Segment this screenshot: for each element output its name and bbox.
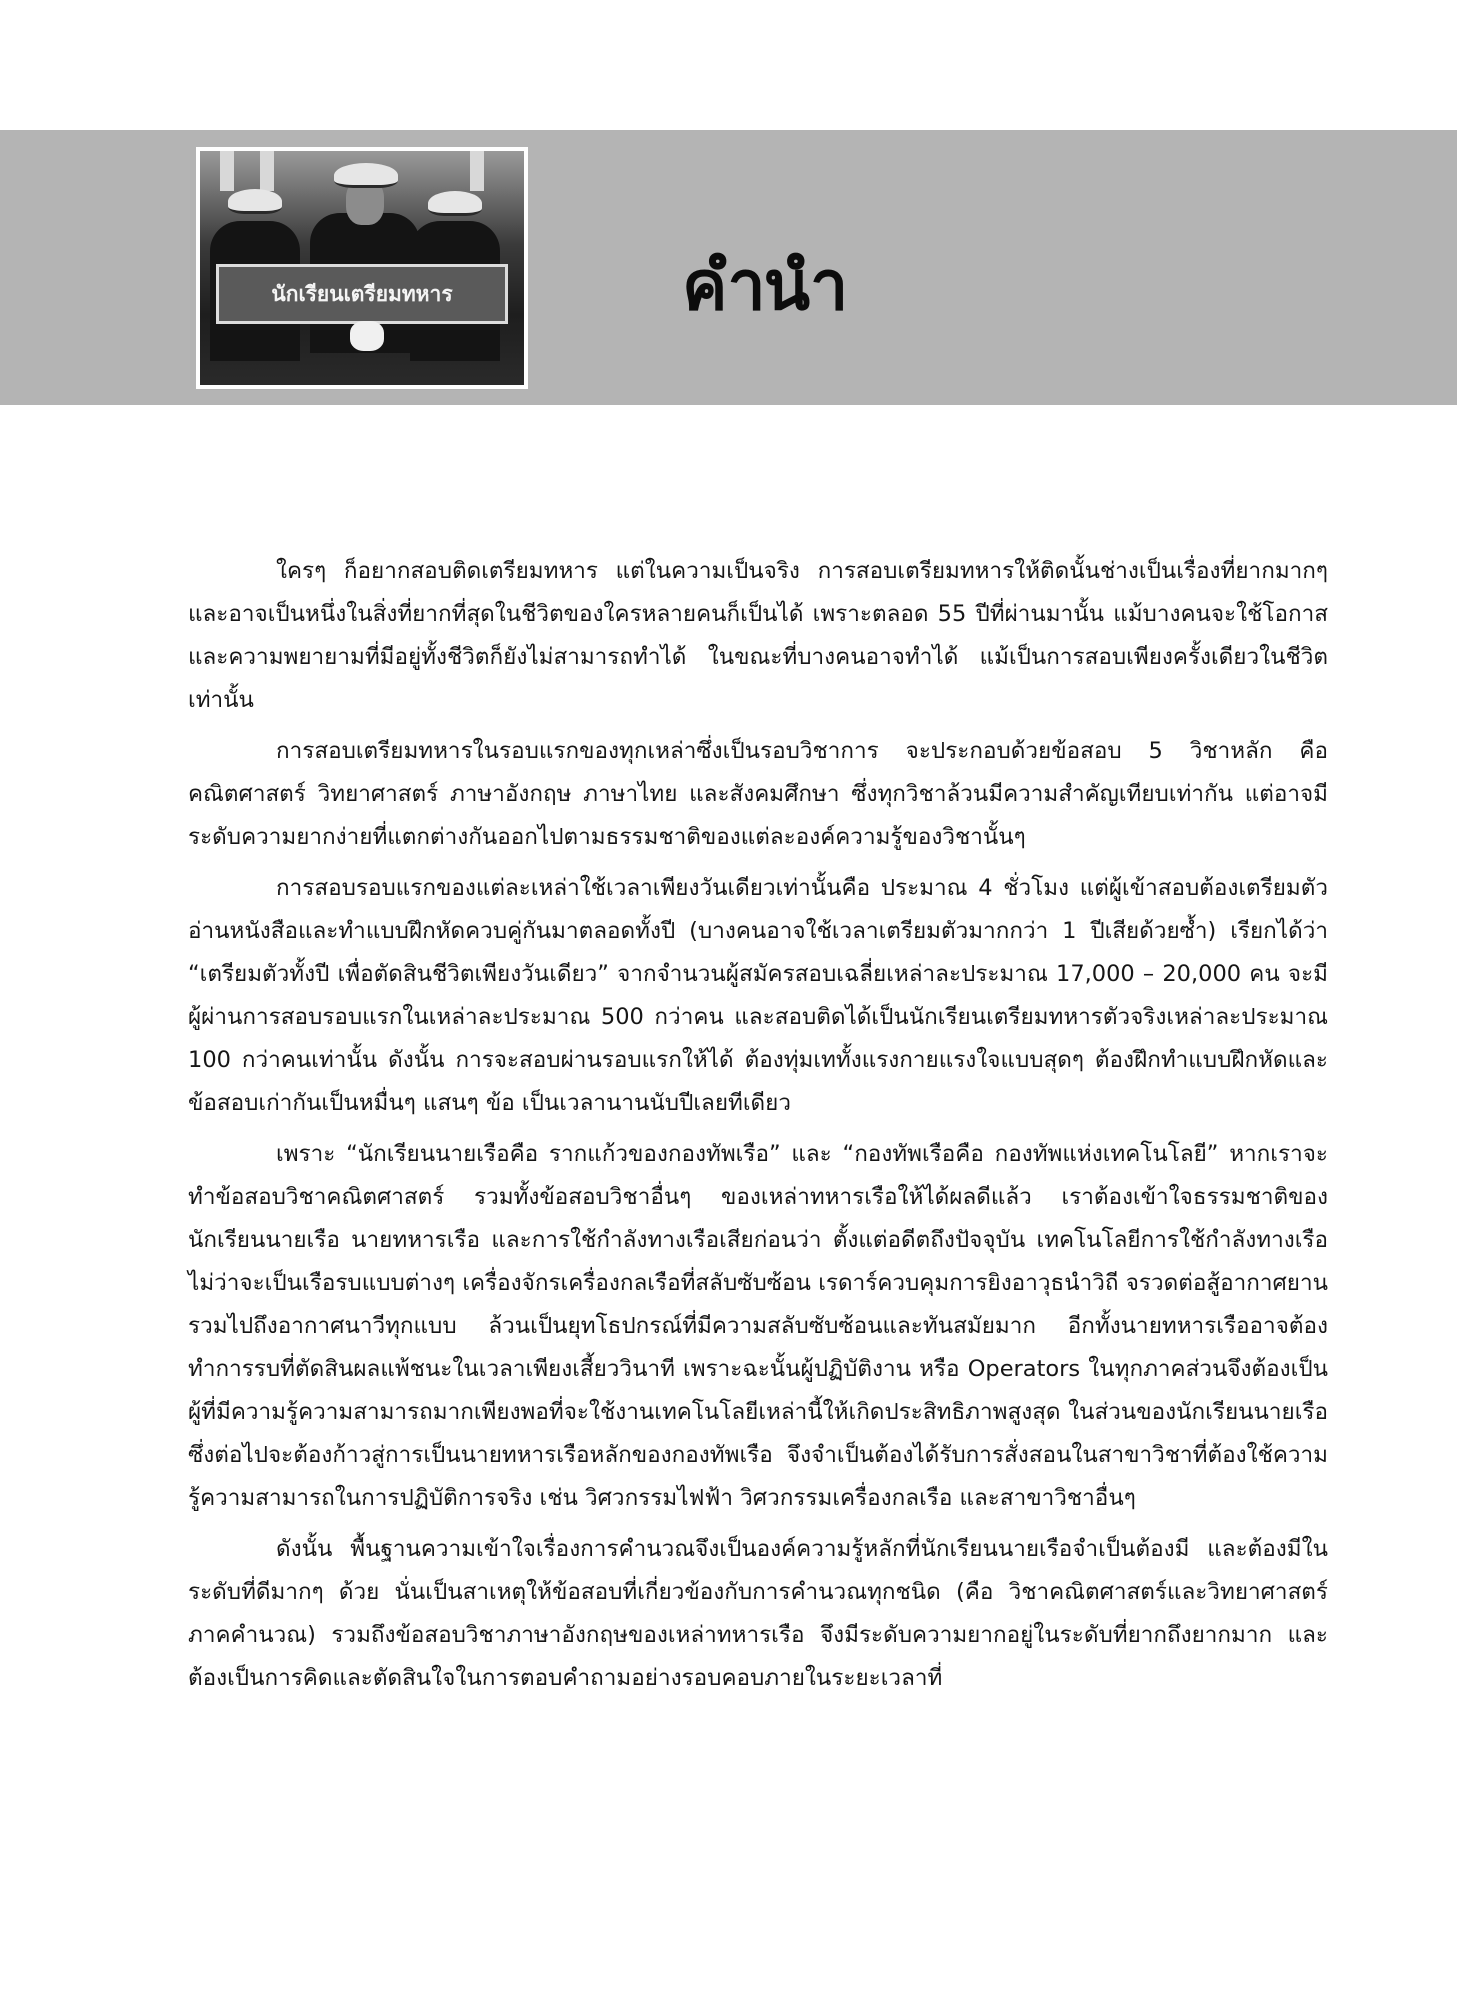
flag-shape bbox=[260, 151, 274, 191]
flag-shape bbox=[220, 151, 234, 191]
paragraph: ใครๆ ก็อยากสอบติดเตรียมทหาร แต่ในความเป็นจริง การสอบเตรียมทหารให้ติดนั้นช่างเป็นเรื่องที่ยากมากๆ และอาจเป็นหนึ่งในสิ่งที่ยากที่สุดในชีวิตของใครหลายคนก็เป็นได้ เพราะตลอด 55 ปีที่ผ่านมานั้น แม้บางคนจะใช้โอกาสและความพยายามที่มีอยู่ทั้งชีวิตก็ยังไม่สามารถทำได้ ในขณะที่บางคนอาจทำได้ แม้เป็นการสอบเพียงครั้งเดียวในชีวิตเท่านั้น bbox=[188, 558, 1328, 713]
cadet-sign-text: นักเรียนเตรียมทหาร bbox=[271, 281, 453, 306]
cadet-cap bbox=[428, 191, 482, 216]
page-title: คำนำ bbox=[682, 247, 847, 326]
cadet-cap bbox=[228, 189, 282, 214]
paragraph: เพราะ “นักเรียนนายเรือคือ รากแก้วของกองทัพเรือ” และ “กองทัพเรือคือ กองทัพแห่งเทคโนโลยี” หากเราจะทำข้อสอบวิชาคณิตศาสตร์ รวมทั้งข้อสอบวิชาอื่นๆ ของเหล่าทหารเรือให้ได้ผลดีแล้ว เราต้องเข้าใจธรรมชาติของนักเรียนนายเรือ นายทหารเรือ และการใช้กำลังทางเรือเสียก่อนว่า ตั้งแต่อดีตถึงปัจจุบัน เทคโนโลยีการใช้กำลังทางเรือไม่ว่าจะเป็นเรือรบแบบต่างๆ เครื่องจักรเครื่องกลเรือที่สลับซับซ้อน เรดาร์ควบคุมการยิงอาวุธนำวิถี จรวดต่อสู้อากาศยาน รวมไปถึงอากาศนาวีทุกแบบ ล้วนเป็นยุทโธปกรณ์ที่มีความสลับซับซ้อนและทันสมัยมาก อีกทั้งนายทหารเรืออาจต้องทำการรบที่ตัดสินผลแพ้ชนะในเวลาเพียงเสี้ยววินาที เพราะฉะนั้นผู้ปฏิบัติงาน หรือ Operators ในทุกภาคส่วนจึงต้องเป็นผู้ที่มีความรู้ความสามารถมากเพียงพอที่จะใช้งานเทคโนโลยีเหล่านี้ให้เกิดประสิทธิภาพสูงสุด ในส่วนของนักเรียนนายเรือซึ่งต่อไปจะต้องก้าวสู่การเป็นนายทหารเรือหลักของกองทัพเรือ จึงจำเป็นต้องได้รับการสั่งสอนในสาขาวิชาที่ต้องใช้ความรู้ความสามารถในการปฏิบัติการจริง เช่น วิศวกรรมไฟฟ้า วิศวกรรมเครื่องกลเรือ และสาขาวิชาอื่นๆ bbox=[188, 1141, 1328, 1511]
cadet-photo bbox=[196, 147, 528, 389]
flag-shape bbox=[470, 151, 484, 191]
cadet-glove bbox=[350, 321, 384, 351]
preface-body bbox=[188, 550, 1328, 1708]
cadet-sign bbox=[216, 264, 508, 324]
paragraph: การสอบเตรียมทหารในรอบแรกของทุกเหล่าซึ่งเป็นรอบวิชาการ จะประกอบด้วยข้อสอบ 5 วิชาหลัก คือ คณิตศาสตร์ วิทยาศาสตร์ ภาษาอังกฤษ ภาษาไทย และสังคมศึกษา ซึ่งทุกวิชาล้วนมีความสำคัญเทียบเท่ากัน แต่อาจมีระดับความยากง่ายที่แตกต่างกันออกไปตามธรรมชาติของแต่ละองค์ความรู้ของวิชานั้นๆ bbox=[188, 738, 1328, 850]
paragraph: การสอบรอบแรกของแต่ละเหล่าใช้เวลาเพียงวันเดียวเท่านั้นคือ ประมาณ 4 ชั่วโมง แต่ผู้เข้าสอบต้องเตรียมตัวอ่านหนังสือและทำแบบฝึกหัดควบคู่กันมาตลอดทั้งปี (บางคนอาจใช้เวลาเตรียมตัวมากกว่า 1 ปีเสียด้วยซ้ำ) เรียกได้ว่า “เตรียมตัวทั้งปี เพื่อตัดสินชีวิตเพียงวันเดียว” จากจำนวนผู้สมัครสอบเฉลี่ยเหล่าละประมาณ 17,000 – 20,000 คน จะมีผู้ผ่านการสอบรอบแรกในเหล่าละประมาณ 500 กว่าคน และสอบติดได้เป็นนักเรียนเตรียมทหารตัวจริงเหล่าละประมาณ 100 กว่าคนเท่านั้น ดังนั้น การจะสอบผ่านรอบแรกให้ได้ ต้องทุ่มเททั้งแรงกายแรงใจแบบสุดๆ ต้องฝึกทำแบบฝึกหัดและข้อสอบเก่ากันเป็นหมื่นๆ แสนๆ ข้อ เป็นเวลานานนับปีเลยทีเดียว bbox=[188, 875, 1328, 1116]
paragraph: ดังนั้น พื้นฐานความเข้าใจเรื่องการคำนวณจึงเป็นองค์ความรู้หลักที่นักเรียนนายเรือจำเป็นต้องมี และต้องมีในระดับที่ดีมากๆ ด้วย นั่นเป็นสาเหตุให้ข้อสอบที่เกี่ยวข้องกับการคำนวณทุกชนิด (คือ วิชาคณิตศาสตร์และวิทยาศาสตร์ภาคคำนวณ) รวมถึงข้อสอบวิชาภาษาอังกฤษของเหล่าทหารเรือ จึงมีระดับความยากอยู่ในระดับที่ยากถึงยากมาก และต้องเป็นการคิดและตัดสินใจในการตอบคำถามอย่างรอบคอบภายในระยะเวลาที่ bbox=[188, 1536, 1328, 1691]
cadet-cap bbox=[334, 163, 398, 188]
cadet-photo-image bbox=[200, 151, 524, 385]
